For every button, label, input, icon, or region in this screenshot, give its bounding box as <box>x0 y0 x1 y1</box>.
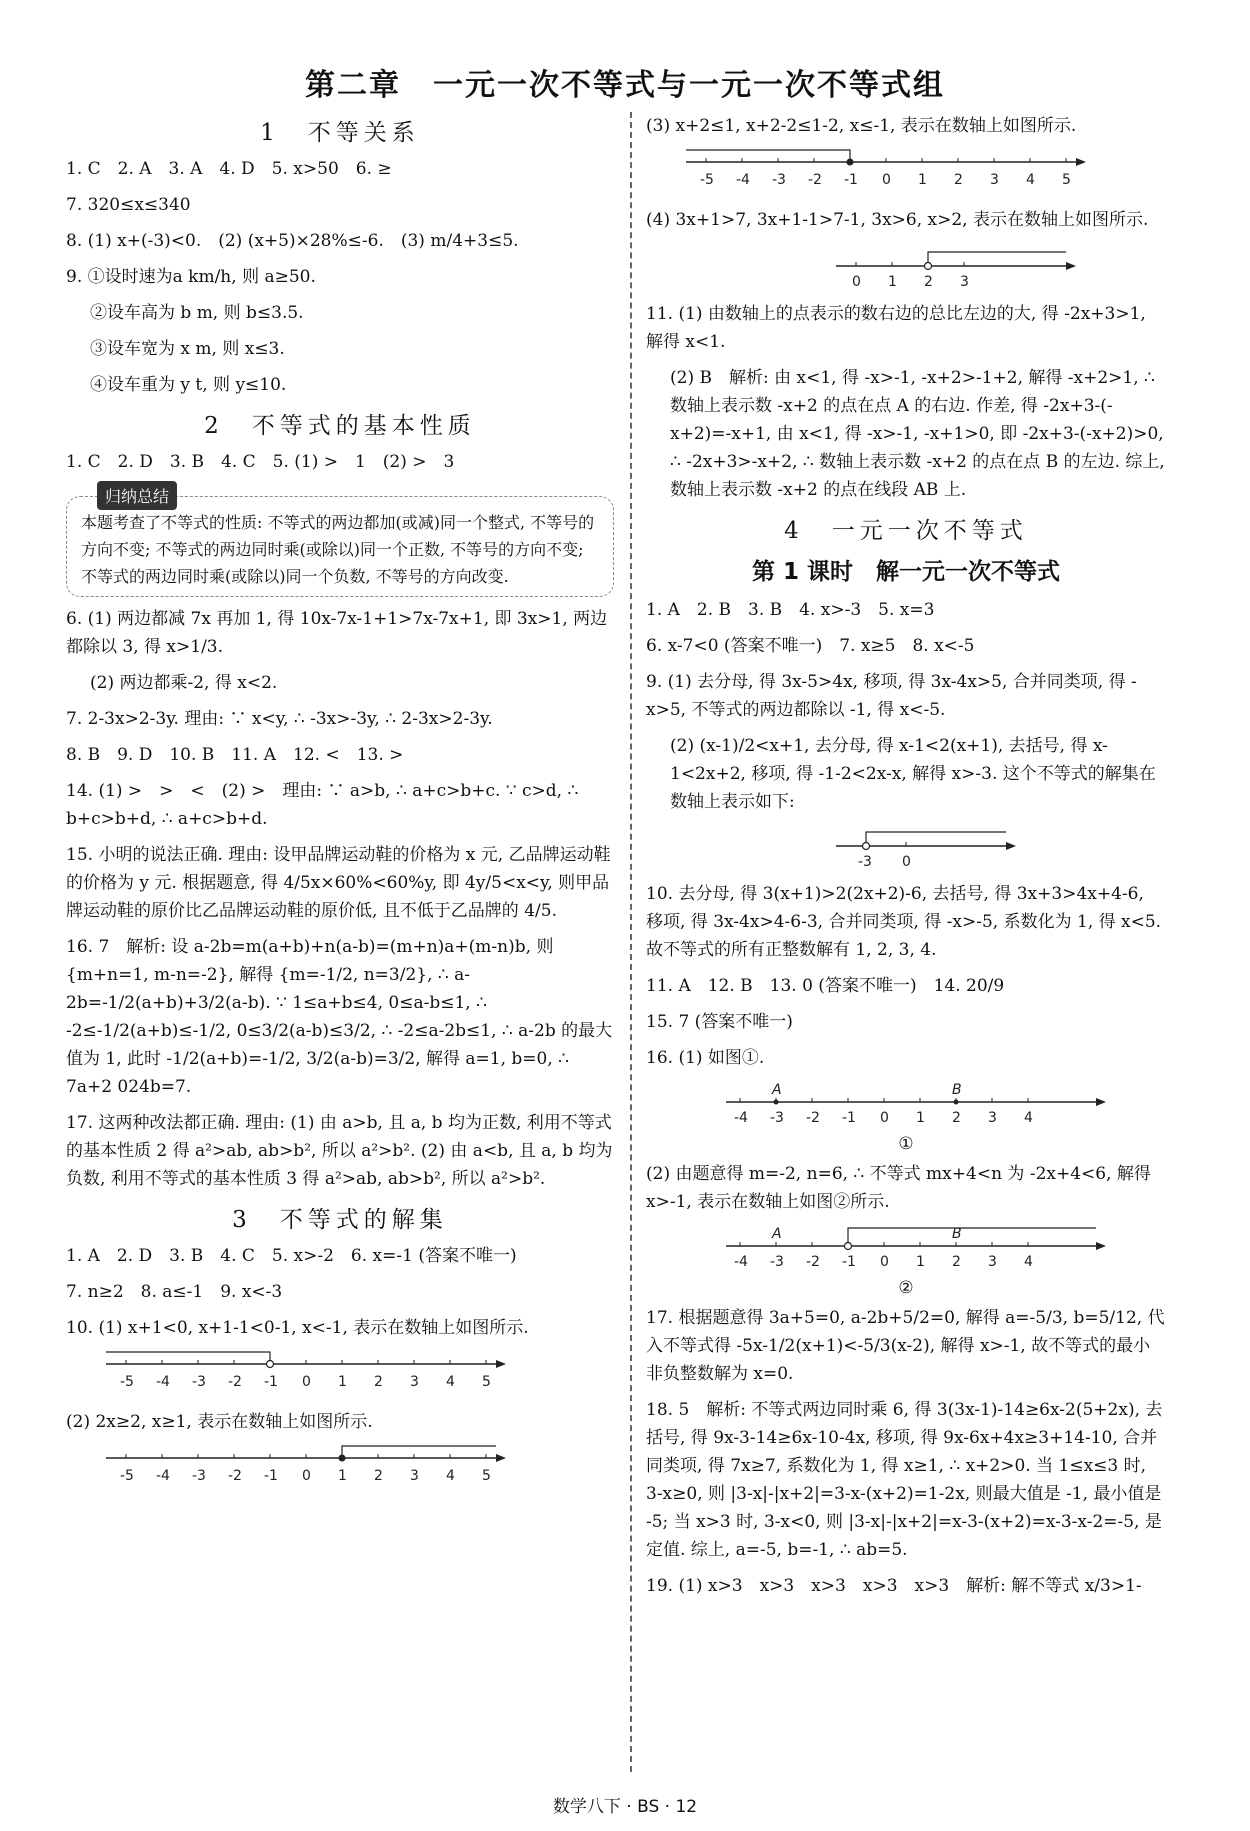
svg-text:-3: -3 <box>192 1374 206 1390</box>
svg-text:B: B <box>952 1082 962 1098</box>
svg-text:-5: -5 <box>120 1468 134 1484</box>
svg-text:4: 4 <box>1024 1254 1033 1270</box>
svg-text:4: 4 <box>1024 1110 1033 1126</box>
svg-text:1: 1 <box>338 1374 347 1390</box>
right-column <box>646 112 1166 1608</box>
svg-text:0: 0 <box>852 274 861 288</box>
answer-line: 7. 320≤x≤340 <box>66 195 191 215</box>
answer-line: 16. 7 解析: 设 a-2b=m(a+b)+n(a-b)=(m+n)a+(m-n)b, 则 {m+n=1, m-n=-2}, 解得 {m=-1/2, n=3/2}, ∴ a-2b=-1/2(a+b)+3/2(a-b). ∵ 1≤a+b≤4, 0≤a-b≤1, ∴ -2≤-1/2(a+b)≤-1/2, 0≤3/2(a-b)≤3/2, ∴ -2≤a-2b≤1, ∴ a-2b 的最大值为 1, 此时 -1/2(a+b)=-1/2, 3/2(a-b)=3/2, 解得 a=1, b=0, ∴ 7a+2 024b=7. <box>66 937 613 1097</box>
answer-line: 7. n≥2 8. a≤-1 9. x<-3 <box>66 1282 283 1302</box>
svg-text:1: 1 <box>916 1254 925 1270</box>
svg-text:-4: -4 <box>734 1254 748 1270</box>
answer-line: (2) (x-1)/2<x+1, 去分母, 得 x-1<2(x+1), 去括号, 得 x-1<2x+2, 移项, 得 -1-2<2x-x, 解得 x>-3. 这个不等式的解集在数轴上表示如下: <box>670 736 1156 812</box>
left-column <box>66 112 614 1502</box>
svg-text:-2: -2 <box>808 172 822 188</box>
answer-line: 1. A 2. D 3. B 4. C 5. x>-2 6. x=-1 (答案不唯一) <box>66 1246 517 1266</box>
svg-text:2: 2 <box>952 1110 961 1126</box>
svg-text:-2: -2 <box>228 1468 242 1484</box>
number-line-q10-2 <box>96 1444 516 1490</box>
number-line-q10-4 <box>826 242 1086 288</box>
answer-line: 9. (1) 去分母, 得 3x-5>4x, 移项, 得 3x-4x>5, 合并同类项, 得 -x>5, 不等式的两边都除以 -1, 得 x<-5. <box>646 672 1137 720</box>
svg-text:1: 1 <box>916 1110 925 1126</box>
svg-text:3: 3 <box>988 1254 997 1270</box>
lesson-1-title: 第 1 课时 解一元一次不等式 <box>751 559 1061 585</box>
svg-text:1: 1 <box>918 172 927 188</box>
section-3-title: 3 不等式的解集 <box>232 1207 448 1233</box>
answer-line: 16. (1) 如图①. <box>646 1048 765 1068</box>
svg-text:5: 5 <box>1062 172 1071 188</box>
svg-text:0: 0 <box>882 172 891 188</box>
svg-text:A: A <box>772 1226 782 1242</box>
summary-box <box>66 487 614 597</box>
section-1-title: 1 不等关系 <box>260 120 420 146</box>
svg-text:2: 2 <box>374 1468 383 1484</box>
svg-text:A: A <box>772 1082 782 1098</box>
answer-line: ③设车宽为 x m, 则 x≤3. <box>90 339 285 359</box>
page-footer: 数学八下 · BS · 12 <box>552 1797 698 1817</box>
svg-text:-3: -3 <box>770 1254 784 1270</box>
number-line-fig-1 <box>716 1080 1116 1128</box>
answer-line: 11. A 12. B 13. 0 (答案不唯一) 14. 20/9 <box>646 976 1005 996</box>
answer-line: (4) 3x+1>7, 3x+1-1>7-1, 3x>6, x>2, 表示在数轴上如图所示. <box>646 210 1149 230</box>
svg-text:5: 5 <box>482 1468 491 1484</box>
svg-text:-4: -4 <box>156 1374 170 1390</box>
svg-text:-3: -3 <box>192 1468 206 1484</box>
summary-text: 本题考查了不等式的性质: 不等式的两边都加(或减)同一个整式, 不等号的方向不变; 不等式的两边同时乘(或除以)同一个正数, 不等号的方向不变; 不等式的两边同时乘(或除以)同一个负数, 不等号的方向改变. <box>81 513 595 586</box>
number-line-fig-2 <box>716 1224 1116 1272</box>
svg-text:-2: -2 <box>806 1110 820 1126</box>
svg-text:5: 5 <box>482 1374 491 1390</box>
answer-line: (2) 由题意得 m=-2, n=6, ∴ 不等式 mx+4<n 为 -2x+4<6, 解得 x>-1, 表示在数轴上如图②所示. <box>646 1164 1151 1212</box>
section-2-title: 2 不等式的基本性质 <box>204 413 476 439</box>
svg-text:-1: -1 <box>842 1254 856 1270</box>
column-divider <box>630 112 632 1772</box>
svg-text:-4: -4 <box>736 172 750 188</box>
svg-text:-1: -1 <box>264 1468 278 1484</box>
svg-text:0: 0 <box>880 1110 889 1126</box>
svg-text:1: 1 <box>888 274 897 288</box>
svg-text:0: 0 <box>302 1374 311 1390</box>
svg-text:-3: -3 <box>772 172 786 188</box>
svg-text:-4: -4 <box>734 1110 748 1126</box>
answer-line: 17. 根据题意得 3a+5=0, a-2b+5/2=0, 解得 a=-5/3, b=5/12, 代入不等式得 -5x-1/2(x+1)<-5/3(x-2), 解得 x>-1, 故不等式的最小非负整数解为 x=0. <box>646 1308 1165 1384</box>
answer-line: 15. 小明的说法正确. 理由: 设甲品牌运动鞋的价格为 x 元, 乙品牌运动鞋的价格为 y 元. 根据题意, 得 4/5x×60%<60%y, 即 4y/5<x<y, 则甲品牌运动鞋的原价比乙品牌运动鞋的原价低, 且不低于乙品牌的 4/5. <box>66 845 611 921</box>
svg-text:3: 3 <box>988 1110 997 1126</box>
answer-line: 19. (1) x>3 x>3 x>3 x>3 x>3 解析: 解不等式 x/3>1- <box>646 1576 1142 1596</box>
answer-line: 1. A 2. B 3. B 4. x>-3 5. x=3 <box>646 600 935 620</box>
svg-text:4: 4 <box>446 1468 455 1484</box>
answer-line: 1. C 2. D 3. B 4. C 5. (1) > 1 (2) > 3 <box>66 452 455 472</box>
answer-line: 11. (1) 由数轴上的点表示的数右边的总比左边的大, 得 -2x+3>1, 解得 x<1. <box>646 304 1146 352</box>
section-4-title: 4 一元一次不等式 <box>784 518 1028 544</box>
answer-line: 6. x-7<0 (答案不唯一) 7. x≥5 8. x<-5 <box>646 636 975 656</box>
svg-text:3: 3 <box>960 274 969 288</box>
answer-line: 18. 5 解析: 不等式两边同时乘 6, 得 3(3x-1)-14≥6x-2(5+2x), 去括号, 得 9x-3-14≥6x-10-4x, 移项, 得 9x-6x+4x≥3+14-10, 合并同类项, 得 7x≥7, 系数化为 1, 得 x≥1, ∴ x+2>0. 当 1≤x≤3 时, 3-x≥0, 则 |3-x|-|x+2|=3-x-(x+2)=1-2x, 则最大值是 -1, 最小值是 -5; 当 x>3 时, 3-x<0, 则 |3-x|-|x+2|=x-3-(x+2)=x-3-x-2=-5, 是定值. 综上, a=-5, b=-1, ∴ ab=5. <box>646 1400 1163 1560</box>
svg-text:-5: -5 <box>700 172 714 188</box>
answer-line: ②设车高为 b m, 则 b≤3.5. <box>90 303 304 323</box>
svg-text:1: 1 <box>338 1468 347 1484</box>
answer-line: ④设车重为 y t, 则 y≤10. <box>90 375 287 395</box>
svg-text:-2: -2 <box>228 1374 242 1390</box>
number-line-q10-1 <box>96 1350 516 1396</box>
answer-line: 1. C 2. A 3. A 4. D 5. x>50 6. ≥ <box>66 159 392 179</box>
svg-text:4: 4 <box>446 1374 455 1390</box>
svg-text:-1: -1 <box>264 1374 278 1390</box>
number-line-q10-3 <box>676 148 1096 194</box>
svg-text:2: 2 <box>952 1254 961 1270</box>
svg-text:B: B <box>952 1226 962 1242</box>
answer-line: 10. 去分母, 得 3(x+1)>2(2x+2)-6, 去括号, 得 3x+3>4x+4-6, 移项, 得 3x-4x>4-6-3, 合并同类项, 得 -x>-5, 系数化为 1, 得 x<5. 故不等式的所有正整数解有 1, 2, 3, 4. <box>646 884 1162 960</box>
svg-text:-2: -2 <box>806 1254 820 1270</box>
answer-line: 10. (1) x+1<0, x+1-1<0-1, x<-1, 表示在数轴上如图所示. <box>66 1318 529 1338</box>
svg-text:4: 4 <box>1026 172 1035 188</box>
answer-line: (2) 两边都乘-2, 得 x<2. <box>90 673 278 693</box>
answer-line: 7. 2-3x>2-3y. 理由: ∵ x<y, ∴ -3x>-3y, ∴ 2-3x>2-3y. <box>66 709 493 729</box>
svg-text:0: 0 <box>880 1254 889 1270</box>
svg-text:3: 3 <box>410 1374 419 1390</box>
svg-text:0: 0 <box>902 854 911 868</box>
figure-2-caption: ② <box>898 1278 914 1298</box>
number-line-q9-2 <box>826 824 1026 868</box>
svg-text:3: 3 <box>410 1468 419 1484</box>
answer-line: 8. (1) x+(-3)<0. (2) (x+5)×28%≤-6. (3) m/4+3≤5. <box>66 231 519 251</box>
answer-line: 6. (1) 两边都减 7x 再加 1, 得 10x-7x-1+1>7x-7x+1, 即 3x>1, 两边都除以 3, 得 x>1/3. <box>66 609 608 657</box>
svg-text:2: 2 <box>924 274 933 288</box>
answer-line: 9. ①设时速为a km/h, 则 a≥50. <box>66 267 316 287</box>
svg-text:3: 3 <box>990 172 999 188</box>
svg-text:2: 2 <box>374 1374 383 1390</box>
answer-line: 17. 这两种改法都正确. 理由: (1) 由 a>b, 且 a, b 均为正数, 利用不等式的基本性质 2 得 a²>ab, ab>b², 所以 a²>b². (2) 由 a<b, 且 a, b 均为负数, 利用不等式的基本性质 3 得 a²>ab, ab>b², 所以 a²>b². <box>66 1113 613 1189</box>
svg-text:-5: -5 <box>120 1374 134 1390</box>
answer-line: 14. (1) > > < (2) > 理由: ∵ a>b, ∴ a+c>b+c. ∵ c>d, ∴ b+c>b+d, ∴ a+c>b+d. <box>66 781 579 829</box>
chapter-title: 第二章 一元一次不等式与一元一次不等式组 <box>305 68 945 103</box>
svg-text:-4: -4 <box>156 1468 170 1484</box>
summary-label: 归纳总结 <box>97 481 177 510</box>
figure-1-caption: ① <box>898 1134 914 1154</box>
answer-line: 15. 7 (答案不唯一) <box>646 1012 793 1032</box>
svg-text:0: 0 <box>302 1468 311 1484</box>
answer-line: 8. B 9. D 10. B 11. A 12. < 13. > <box>66 745 404 765</box>
answer-line: (2) 2x≥2, x≥1, 表示在数轴上如图所示. <box>66 1412 373 1432</box>
svg-text:-1: -1 <box>842 1110 856 1126</box>
svg-text:2: 2 <box>954 172 963 188</box>
answer-line: (2) B 解析: 由 x<1, 得 -x>-1, -x+2>-1+2, 解得 -x+2>1, ∴ 数轴上表示数 -x+2 的点在点 A 的右边. 作差, 得 -2x+3-(-x+2)=-x+1, 由 x<1, 得 -x>-1, -x+1>0, 即 -2x+3-(-x+2)>0, ∴ -2x+3>-x+2, ∴ 数轴上表示数 -x+2 的点在点 B 的左边. 综上, 数轴上表示数 -x+2 的点在线段 AB 上. <box>670 368 1165 500</box>
answer-line: (3) x+2≤1, x+2-2≤1-2, x≤-1, 表示在数轴上如图所示. <box>646 116 1077 136</box>
svg-text:-3: -3 <box>770 1110 784 1126</box>
svg-text:-3: -3 <box>858 854 872 868</box>
svg-text:-1: -1 <box>844 172 858 188</box>
